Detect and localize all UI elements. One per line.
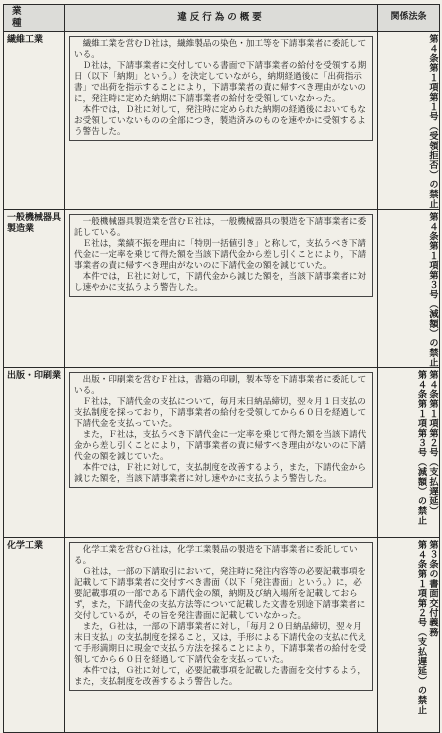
summary-paragraph: Ｆ社は，下請代金の支払について，毎月末日納品締切，翌々月１日支払の支払制度を採っており，下請事業者の給付を受領してから６０日を経過して下請代金を支払っていた。 (74, 397, 367, 430)
header-summary: 違反行為の概要 (65, 5, 378, 32)
law-cell (378, 32, 440, 210)
summary-paragraph: 本件では，Ｄ社に対して，発注時に定められた納期の経過後においてもなお受領していないものの全部につき，製造済みのものを速やかに受領するよう警告した。 (74, 105, 367, 138)
law-text: 第４条第１項第１号（受領拒否）の禁止 (427, 34, 438, 209)
summary-box (69, 36, 373, 141)
summary-cell (65, 209, 378, 367)
law-cell (378, 209, 440, 367)
summary-cell (65, 32, 378, 210)
header-industry: 業 種 (4, 5, 65, 32)
summary-cell (65, 368, 378, 538)
table-header-row (4, 5, 440, 32)
table-row (4, 368, 440, 538)
summary-paragraph: 本件では，Ｇ社に対して，必要記載事項を記載した書面を交付するよう，また，支払制度を改善するよう警告した。 (74, 666, 367, 688)
law-text: 第３条の書面交付義務 (427, 540, 438, 638)
summary-box (69, 214, 373, 297)
summary-cell (65, 538, 378, 733)
summary-box (69, 372, 373, 488)
violation-table (3, 4, 440, 733)
summary-paragraph: また，Ｆ社は，支払うべき下請代金に一定率を乗じて得た額を当該下請代金から差し引くことにより，下請事業者の責に帰すべき理由がないのに下請代金の額を減じていた。 (74, 430, 367, 463)
header-law: 関係法条 (378, 5, 440, 32)
law-cell (378, 538, 440, 733)
summary-paragraph: Ｅ社は，業績不振を理由に「特別一括値引き」と称して，支払うべき下請代金に一定率を乗じて得た額を当該下請代金から差し引くことにより，下請事業者の責に帰すべき理由がないのに下請代金の額を減じていた。 (74, 238, 367, 271)
summary-paragraph: また，Ｇ社は，一部の下請事業者に対し，「毎月２０日納品締切，翌々月末日支払」の支払制度を採ること，又は，手形による下請代金の支払に代えて手形満期日に現金で支払う方法を採ることにより，下請事業者の給付を受領してから６０日を経過して下請代金を支払っていた。 (74, 622, 367, 666)
law-cell (378, 368, 440, 538)
table-row (4, 538, 440, 733)
summary-paragraph: Ｇ社は，一部の下請取引において，発注時に発注内容等の必要記載事項を記載して下請事業者に交付すべき書面（以下「発注書面」という。）に，必要記載事項の一部である下請代金の額，納期及び納入場所を記載しておらず，また，下請代金の支払方法等について記載した文書を別途下請事業者に交付しているが，その旨を発注書面に記載していなかった。 (74, 567, 367, 622)
law-text: 第４条第１項第３号（減額）の禁止 (427, 211, 438, 368)
table-row (4, 209, 440, 367)
summary-paragraph: 本件では，Ｆ社に対して，支払制度を改善するよう，また，下請代金から減じた額を，当該下請事業者に対し速やかに支払うよう警告した。 (74, 463, 367, 485)
industry-cell: 一般機械器具製造業 (4, 209, 65, 367)
summary-paragraph: 本件では，Ｅ社に対して，下請代金から減じた額を，当該下請事業者に対し速やかに支払うよう警告した。 (74, 271, 367, 293)
summary-paragraph: Ｄ社は，下請事業者に交付している書面で下請事業者の給付を受領する期日（以下「納期」という。）を決定していながら，納期経過後に「出荷指示書」で出荷を指示することにより，下請事業者の責に帰すべき理由がないのに，発注時に定めた納期に下請事業者の給付を受領していなかった。 (74, 61, 367, 105)
document-page (3, 4, 439, 715)
summary-paragraph: 出版・印刷業を営むＦ社は，書籍の印刷，製本等を下請事業者に委託している。 (74, 375, 367, 397)
summary-paragraph: 一般機械器具製造業を営むＥ社は，一般機械器具の製造を下請事業者に委託している。 (74, 216, 367, 238)
industry-cell: 出版・印刷業 (4, 368, 65, 538)
industry-cell: 繊維工業 (4, 32, 65, 210)
summary-paragraph: 繊維工業を営むＤ社は，繊維製品の染色・加工等を下請事業者に委託している。 (74, 39, 367, 61)
law-text: 第４条第１項第２号（支払遅延） (427, 370, 438, 516)
law-text: 第４条第１項第３号（減額）の禁止 (415, 370, 427, 526)
industry-cell: 化学工業 (4, 538, 65, 733)
summary-paragraph: 化学工業を営むＧ社は，化学工業製品の製造を下請事業者に委託している。 (74, 545, 358, 567)
summary-box (69, 542, 373, 691)
table-row (4, 32, 440, 210)
law-text: 第４条第１項第２号（支払遅延）の禁止 (415, 540, 427, 715)
